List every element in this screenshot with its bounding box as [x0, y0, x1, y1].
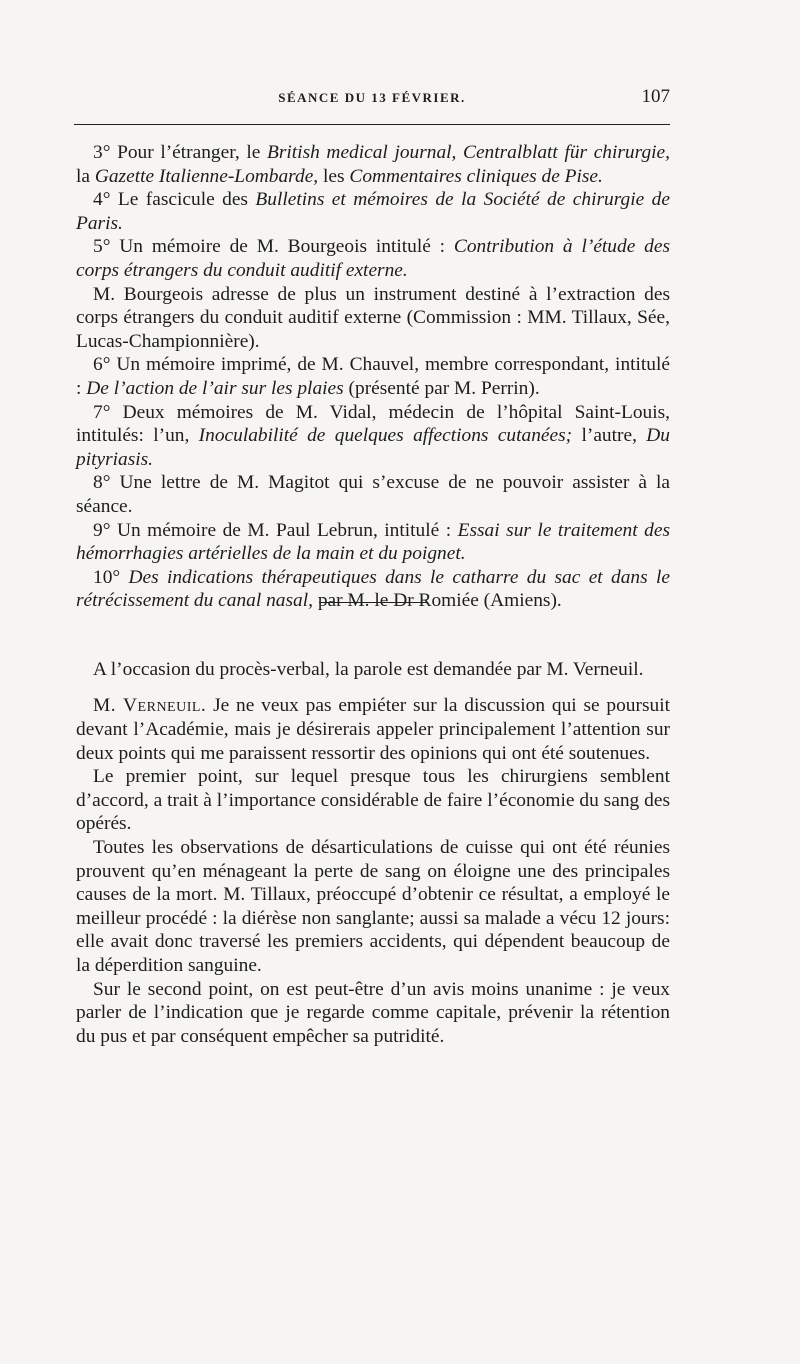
page-body [76, 141, 670, 1048]
speech-paragraph: Sur le second point, on est peut-être d’un avis moins unanime : je veux parler de l’indication que je regarde comme capitale, prévenir la rétention du pus et par conséquent empêcher sa putridité. [76, 978, 670, 1047]
speech-paragraph: Toutes les observations de désarticulations de cuisse qui ont été réunies prouvent qu’en ménageant la perte de sang on éloigne une des principales causes de la mort. M. Tillaux, préoccupé d’obtenir ce résultat, a employé le meilleur procédé : la diérèse non sanglante; aussi sa malade a vécu 12 jours: elle avait donc traversé les premiers accidents, qui dépendent beaucoup de la déperdition sanguine. [76, 837, 670, 976]
list-item: M. Bourgeois adresse de plus un instrument destiné à l’extraction des corps étrangers du conduit auditif externe (Commission : MM. Tillaux, Sée, Lucas-Championnière). [76, 283, 670, 352]
list-item: 10° Des indications thérapeutiques dans le catharre du sac et dans le rétrécissement du canal nasal, par M. le Dr Romiée (Amiens). [76, 566, 670, 612]
proces-verbal-paragraph: A l’occasion du procès-verbal, la parole est demandée par M. Verneuil. [93, 658, 644, 680]
list-item: 6° Un mémoire imprimé, de M. Chauvel, membre correspondant, intitulé : De l’action de l’air sur les plaies (présenté par M. Perrin). [76, 354, 670, 399]
speech-paragraph: Le premier point, sur lequel presque tous les chirurgiens semblent d’accord, a trait à l’importance considérable de faire l’économie du sang des opérés. [76, 766, 670, 835]
speaker-name: M. Verneuil. [93, 695, 207, 717]
page-header [74, 86, 670, 112]
section-separator [319, 602, 427, 603]
speech-paragraph: M. Verneuil. Je ne veux pas empiéter sur la discussion qui se poursuit devant l’Académie, mais je désirerais appeler principalement l’attention sur deux points qui me paraissent ressortir des opinions qui ont été soutenues. [76, 695, 670, 764]
list-item: 5° Un mémoire de M. Bourgeois intitulé : Contribution à l’étude des corps étrangers du conduit auditif externe. [76, 236, 671, 281]
page-number: 107 [641, 86, 670, 107]
list-item: 3° Pour l’étranger, le British medical journal, Centralblatt für chirurgie, la Gazette Italienne-Lombarde, les Commentaires cliniques de Pise. [76, 142, 670, 187]
list-item: 8° Une lettre de M. Magitot qui s’excuse de ne pouvoir assister à la séance. [76, 472, 670, 517]
header-rule [74, 124, 670, 125]
list-item: 9° Un mémoire de M. Paul Lebrun, intitulé : Essai sur le traitement des hémorrhagies artérielles de la main et du poignet. [76, 519, 670, 565]
list-item: 7° Deux mémoires de M. Vidal, médecin de l’hôpital Saint-Louis, intitulés: l’un, Inoculabilité de quelques affections cutanées; l’autre, Du pityriasis. [76, 401, 670, 470]
running-title: SÉANCE DU 13 FÉVRIER. [278, 90, 466, 105]
list-item: 4° Le fascicule des Bulletins et mémoires de la Société de chirurgie de Paris. [76, 189, 670, 234]
